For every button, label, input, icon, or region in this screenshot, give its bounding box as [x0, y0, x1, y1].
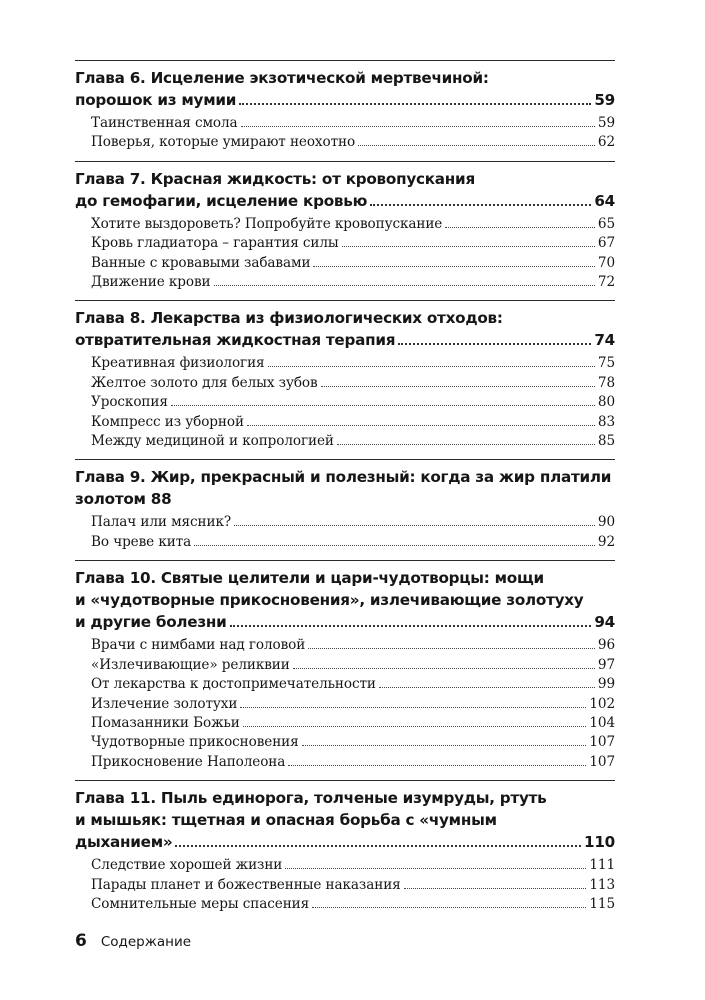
section-title: Прикосновение Наполеона — [91, 753, 286, 770]
page-number: 6 — [75, 931, 87, 951]
section-page-number: 107 — [589, 753, 615, 770]
chapter-title-text: Глава 6. Исцеление экзотической мертвечиной: — [75, 69, 489, 87]
chapter-title-line[interactable] — [75, 190, 615, 212]
section-title: Во чреве кита — [91, 533, 192, 550]
dot-leader — [312, 907, 586, 908]
section-page-number: 96 — [597, 637, 615, 654]
dot-leader — [302, 745, 587, 746]
chapter-title-line[interactable] — [75, 809, 615, 831]
chapter-page-number: 64 — [594, 191, 615, 210]
section-page-number: 75 — [597, 355, 615, 372]
dot-leader — [404, 888, 587, 889]
chapter-title-line[interactable] — [75, 488, 615, 510]
chapter-title-text: золотом 88 — [75, 490, 172, 509]
dot-leader — [230, 625, 592, 627]
section-entry[interactable] — [75, 876, 615, 895]
section-page-number: 107 — [589, 734, 615, 751]
section-page-number: 85 — [597, 433, 615, 450]
section-entry[interactable] — [75, 513, 615, 532]
section-list — [75, 215, 615, 293]
dot-leader — [293, 668, 595, 669]
section-page-number: 72 — [597, 274, 615, 291]
section-list — [75, 513, 615, 552]
section-list — [75, 636, 615, 772]
chapter-title-line[interactable] — [75, 589, 615, 611]
section-page-number: 104 — [589, 714, 615, 731]
dot-leader — [241, 126, 595, 127]
section-title: Чудотворные прикосновения — [91, 734, 299, 751]
dot-leader — [214, 285, 595, 286]
section-list — [75, 354, 615, 451]
section-page-number: 67 — [597, 235, 615, 252]
section-entry[interactable] — [75, 133, 615, 152]
section-entry[interactable] — [75, 374, 615, 393]
section-page-number: 92 — [597, 533, 615, 550]
chapter-title-line[interactable] — [75, 329, 615, 351]
section-entry[interactable] — [75, 675, 615, 694]
section-page-number: 70 — [597, 254, 615, 271]
section-page-number: 113 — [589, 876, 615, 893]
dot-leader — [239, 103, 591, 105]
page-footer — [75, 931, 191, 951]
chapter-title-text: Глава 11. Пыль единорога, толченые изумруды, ртуть — [75, 789, 547, 808]
section-title: Сомнительные меры спасения — [91, 895, 310, 912]
section-title: Ванные с кровавыми забавами — [91, 254, 311, 271]
section-title: Желтое золото для белых зубов — [91, 374, 318, 391]
dot-leader — [358, 145, 595, 146]
dot-leader — [370, 204, 591, 206]
table-of-contents — [75, 60, 615, 922]
section-entry[interactable] — [75, 273, 615, 292]
section-title: «Излечивающие» реликвии — [91, 656, 290, 673]
section-entry[interactable] — [75, 695, 615, 714]
chapter-title-line[interactable] — [75, 307, 615, 329]
dot-leader — [240, 707, 586, 708]
section-title: Между медициной и копрологией — [91, 433, 334, 450]
dot-leader — [288, 765, 586, 766]
chapter-page-number: 59 — [594, 91, 615, 109]
section-page-number: 62 — [597, 134, 615, 151]
section-entry[interactable] — [75, 856, 615, 875]
section-entry[interactable] — [75, 114, 615, 133]
section-title: Движение крови — [91, 274, 211, 291]
chapter-page-number: 94 — [594, 613, 615, 632]
chapter-block — [75, 60, 615, 153]
dot-leader — [194, 545, 595, 546]
dot-leader — [321, 386, 595, 387]
section-entry[interactable] — [75, 234, 615, 253]
dot-leader — [268, 366, 595, 367]
section-entry[interactable] — [75, 393, 615, 412]
section-entry[interactable] — [75, 753, 615, 772]
section-page-number: 65 — [597, 215, 615, 232]
chapter-title-line[interactable] — [75, 567, 615, 589]
chapter-title-text: до гемофагии, исцеление кровью — [75, 191, 368, 210]
section-title: Следствие хорошей жизни — [91, 857, 283, 874]
chapter-title-text: и «чудотворные прикосновения», излечивающие золотуху — [75, 591, 584, 610]
section-title: Поверья, которые умирают неохотно — [91, 134, 356, 151]
dot-leader — [337, 444, 595, 445]
section-page-number: 90 — [597, 514, 615, 531]
section-page-number: 102 — [589, 695, 615, 712]
section-title: Хотите выздороветь? Попробуйте кровопускание — [91, 215, 443, 232]
section-title: Парады планет и божественные наказания — [91, 876, 401, 893]
dot-leader — [398, 343, 591, 345]
dot-leader — [379, 687, 595, 688]
chapter-title-text: порошок из мумии — [75, 91, 237, 109]
chapter-title-text: Глава 9. Жир, прекрасный и полезный: когда за жир платили — [75, 468, 612, 487]
section-entry[interactable] — [75, 215, 615, 234]
dot-leader — [175, 845, 581, 847]
dot-leader — [285, 868, 586, 869]
chapter-page-number: 74 — [594, 331, 615, 350]
chapter-title-text: Глава 10. Святые целители и цари-чудотворцы: мощи — [75, 569, 544, 588]
chapter-page-number: 110 — [584, 833, 615, 852]
section-title: Уроскопия — [91, 394, 168, 411]
dot-leader — [342, 246, 595, 247]
chapter-title-line[interactable] — [75, 831, 615, 853]
chapter-title-line[interactable] — [75, 787, 615, 809]
section-entry[interactable] — [75, 895, 615, 914]
dot-leader — [171, 405, 595, 406]
chapter-title-text: и другие болезни — [75, 613, 227, 632]
chapter-title-text: отвратительная жидкостная терапия — [75, 331, 396, 350]
dot-leader — [234, 525, 595, 526]
section-page-number: 83 — [597, 413, 615, 430]
section-entry[interactable] — [75, 656, 615, 675]
chapter-block — [75, 780, 615, 914]
section-title: Помазанники Божьи — [91, 714, 240, 731]
chapter-title-line[interactable] — [75, 168, 615, 190]
section-entry[interactable] — [75, 733, 615, 752]
section-list — [75, 856, 615, 914]
chapter-title-text: дыханием» — [75, 833, 173, 852]
section-title: Компресс из уборной — [91, 413, 244, 430]
chapter-block — [75, 560, 615, 772]
chapter-title-text: Глава 7. Красная жидкость: от кровопускания — [75, 169, 475, 188]
section-list — [75, 114, 615, 153]
chapter-title-text: Глава 8. Лекарства из физиологических отходов: — [75, 309, 503, 328]
chapter-title-line[interactable] — [75, 89, 615, 111]
section-page-number: 78 — [597, 374, 615, 391]
section-title: Креативная физиология — [91, 355, 265, 372]
section-title: От лекарства к достопримечательности — [91, 676, 376, 693]
section-entry[interactable] — [75, 636, 615, 655]
chapter-title-line[interactable] — [75, 611, 615, 633]
dot-leader — [445, 227, 595, 228]
section-entry[interactable] — [75, 354, 615, 373]
section-entry[interactable] — [75, 413, 615, 432]
chapter-title-text: и мышьяк: тщетная и опасная борьба с «чумным — [75, 811, 497, 830]
chapter-block — [75, 161, 615, 293]
section-entry[interactable] — [75, 533, 615, 552]
section-page-number: 97 — [597, 656, 615, 673]
section-title: Излечение золотухи — [91, 695, 238, 712]
section-title: Палач или мясник? — [91, 514, 232, 531]
dot-leader — [308, 648, 595, 649]
dot-leader — [313, 266, 594, 267]
section-page-number: 99 — [597, 676, 615, 693]
section-entry[interactable] — [75, 714, 615, 733]
section-page-number: 80 — [597, 394, 615, 411]
section-title: Таинственная смола — [91, 115, 238, 131]
chapter-block — [75, 459, 615, 552]
dot-leader — [247, 425, 595, 426]
section-title: Врачи с нимбами над головой — [91, 637, 306, 654]
chapter-title-line[interactable] — [75, 67, 615, 89]
section-entry[interactable] — [75, 432, 615, 451]
running-title: Содержание — [100, 934, 192, 950]
chapter-title-line[interactable] — [75, 466, 615, 488]
dot-leader — [243, 726, 587, 727]
section-page-number: 59 — [597, 115, 615, 131]
section-entry[interactable] — [75, 254, 615, 273]
section-page-number: 115 — [589, 895, 615, 912]
section-title: Кровь гладиатора – гарантия силы — [91, 235, 339, 252]
section-page-number: 111 — [589, 857, 615, 874]
chapter-block — [75, 300, 615, 451]
